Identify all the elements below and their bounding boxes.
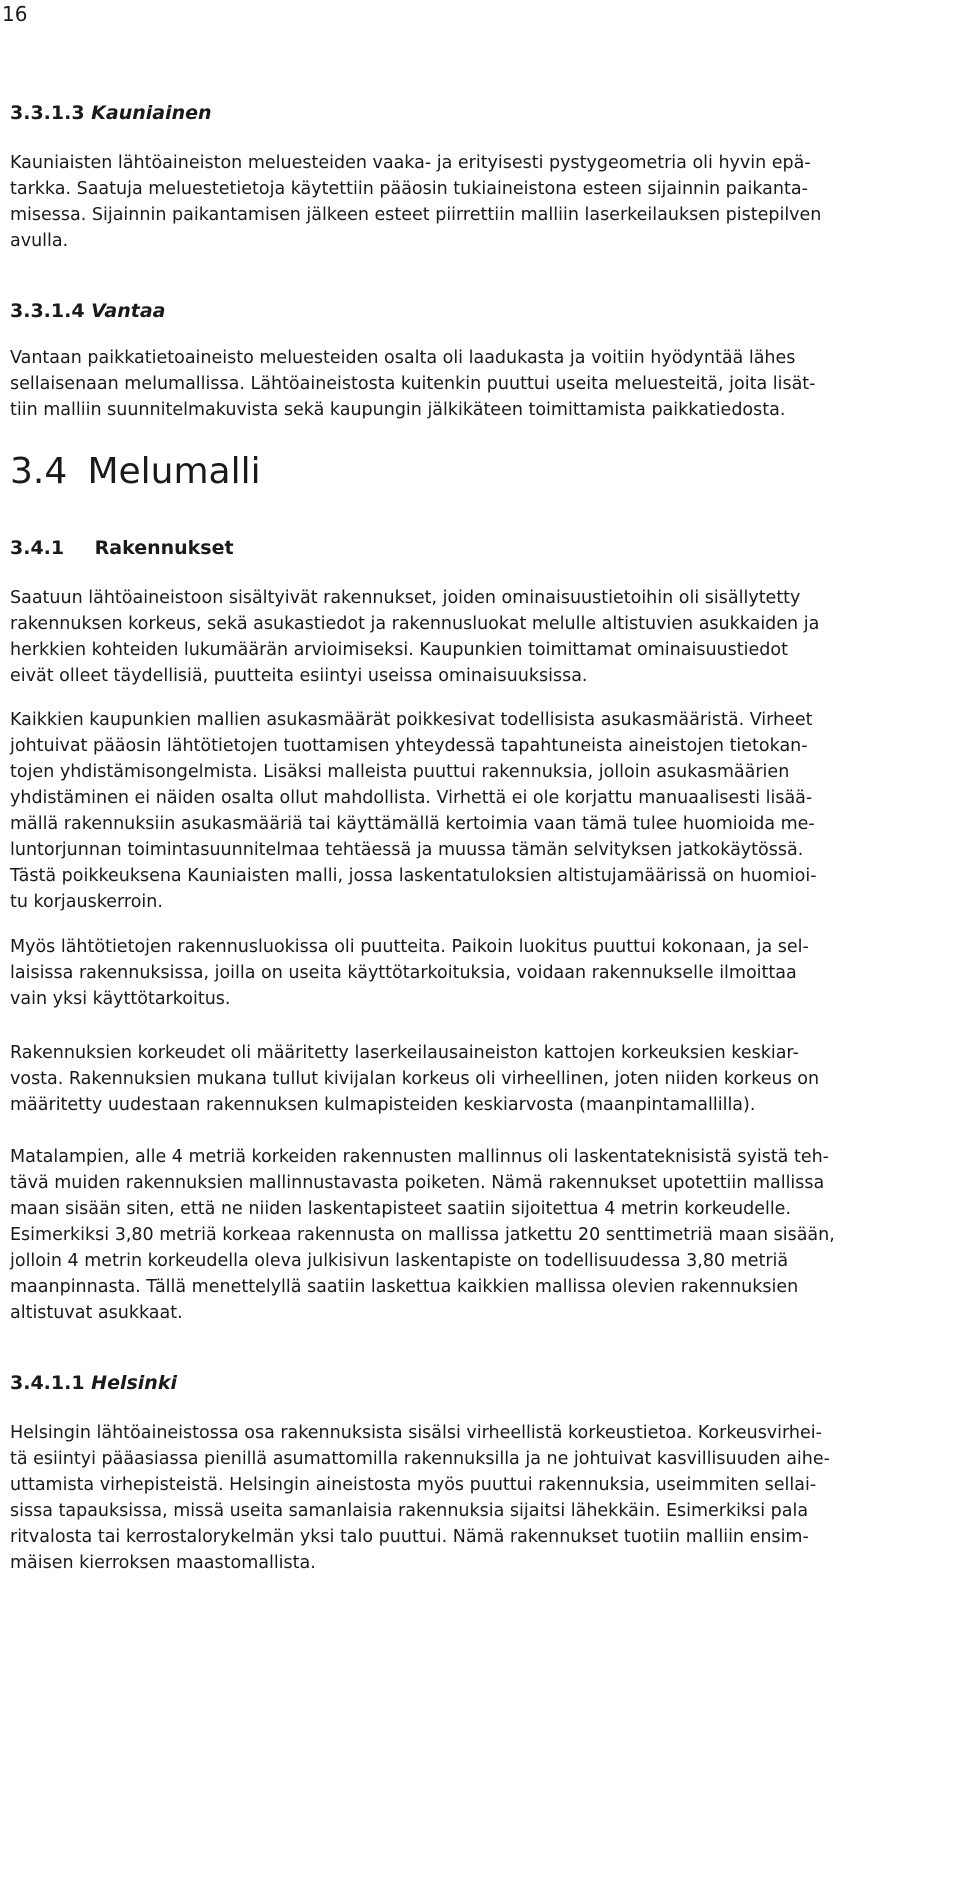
text-line: sellaisenaan melumallissa. Lähtöaineistosta kuitenkin puuttui useita meluesteitä, joita lisät- [10,374,816,394]
text-line: johtuivat pääosin lähtötietojen tuottamisen yhteydessä tapahtuneista aineistojen tietokan- [10,736,808,756]
text-line: tarkka. Saatuja meluestetietoja käytettiin pääosin tukiaineistona esteen sijainnin paikanta- [10,179,808,199]
heading-title: Helsinki [91,1372,177,1394]
text-line: Esimerkiksi 3,80 metriä korkeaa rakennusta on mallissa jatkettu 20 senttimetriä maan sisään, [10,1225,835,1245]
text-line: tojen yhdistämisongelmista. Lisäksi malleista puuttui rakennuksia, jolloin asukasmäärien [10,762,790,782]
text-line: misessa. Sijainnin paikantamisen jälkeen esteet piirrettiin malliin laserkeilauksen pistepilven [10,205,822,225]
text-line: vain yksi käyttötarkoitus. [10,989,231,1009]
text-line: Matalampien, alle 4 metriä korkeiden rakennusten mallinnus oli laskentateknisistä syistä teh- [10,1147,829,1167]
heading-title: Melumalli [87,451,261,492]
text-line: mällä rakennuksiin asukasmääriä tai käyttämällä kertoimia vaan tämä tulee huomioida me- [10,814,815,834]
text-line: eivät olleet täydellisiä, puutteita esiintyi useissa ominaisuuksissa. [10,666,588,686]
paragraph-rakennukset-4 [10,1040,954,1118]
heading-vantaa [10,298,954,324]
text-line: Tästä poikkeuksena Kauniaisten malli, jossa laskentatuloksien altistujamäärissä on huomioi- [10,866,817,886]
text-line: laisissa rakennuksissa, joilla on useita käyttötarkoituksia, voidaan rakennukselle ilmoittaa [10,963,797,983]
paragraph-rakennukset-3 [10,934,954,1012]
text-line: uttamista virhepisteistä. Helsingin aineistosta myös puuttui rakennuksia, useimmiten sellai- [10,1475,817,1495]
text-line: jolloin 4 metrin korkeudella oleva julkisivun laskentapiste on todellisuudessa 3,80 metriä [10,1251,789,1271]
text-line: luntorjunnan toimintasuunnitelmaa tehtäessä ja muussa tämän selvityksen jatkokäytössä. [10,840,804,860]
page-number: 16 [2,2,28,26]
text-line: vosta. Rakennuksien mukana tullut kivijalan korkeus oli virheellinen, joten niiden korkeus on [10,1069,820,1089]
heading-kauniainen [10,100,954,126]
paragraph-rakennukset-2 [10,707,954,915]
text-line: Rakennuksien korkeudet oli määritetty laserkeilausaineiston kattojen korkeuksien keskiar- [10,1043,799,1063]
paragraph-rakennukset-5 [10,1144,954,1326]
text-line: tiin malliin suunnitelmakuvista sekä kaupungin jälkikäteen toimittamista paikkatiedosta. [10,400,786,420]
paragraph-helsinki [10,1420,954,1576]
text-line: Helsingin lähtöaineistossa osa rakennuksista sisälsi virheellistä korkeustietoa. Korkeusvirhei- [10,1423,822,1443]
heading-title: Vantaa [91,300,166,322]
heading-title: Kauniainen [91,102,212,124]
text-line: avulla. [10,231,69,251]
text-line: määritetty uudestaan rakennuksen kulmapisteiden keskiarvosta (maanpintamallilla). [10,1095,756,1115]
text-line: Myös lähtötietojen rakennusluokissa oli puutteita. Paikoin luokitus puuttui kokonaan, ja sel- [10,937,809,957]
text-line: altistuvat asukkaat. [10,1303,183,1323]
paragraph-vantaa [10,345,954,423]
text-line: ritvalosta tai kerrostalorykelmän yksi talo puuttui. Nämä rakennukset tuotiin malliin ensim- [10,1527,809,1547]
text-line: yhdistäminen ei näiden osalta ollut mahdollista. Virhettä ei ole korjattu manuaalisesti lisää- [10,788,813,808]
text-line: Saatuun lähtöaineistoon sisältyivät rakennukset, joiden ominaisuustietoihin oli sisällytetty [10,588,801,608]
heading-helsinki [10,1370,954,1396]
heading-number: 3.3.1.4 [10,300,85,322]
heading-number: 3.3.1.3 [10,102,85,124]
text-line: mäisen kierroksen maastomallista. [10,1553,316,1573]
text-line: maanpinnasta. Tällä menettelyllä saatiin laskettua kaikkien mallissa olevien rakennuksien [10,1277,799,1297]
heading-melumalli [10,450,954,494]
heading-number: 3.4 [10,451,68,492]
heading-rakennukset [10,535,954,561]
text-line: maan sisään siten, että ne niiden laskentapisteet saatiin sijoitettua 4 metrin korkeudelle. [10,1199,792,1219]
paragraph-rakennukset-1 [10,585,954,689]
text-line: Vantaan paikkatietoaineisto meluesteiden osalta oli laadukasta ja voitiin hyödyntää lähes [10,348,796,368]
text-line: rakennuksen korkeus, sekä asukastiedot ja rakennusluokat melulle altistuvien asukkaiden ja [10,614,820,634]
text-line: tä esiintyi pääasiassa pienillä asumattomilla rakennuksilla ja ne johtuivat kasvillisuuden aihe- [10,1449,830,1469]
text-line: tävä muiden rakennuksien mallinnustavasta poiketen. Nämä rakennukset upotettiin mallissa [10,1173,825,1193]
text-line: herkkien kohteiden lukumäärän arvioimiseksi. Kaupunkien toimittamat ominaisuustiedot [10,640,788,660]
heading-title: Rakennukset [94,537,234,559]
text-line: tu korjauskerroin. [10,892,163,912]
text-line: Kaikkien kaupunkien mallien asukasmäärät poikkesivat todellisista asukasmääristä. Virheet [10,710,813,730]
heading-number: 3.4.1 [10,537,65,559]
paragraph-kauniainen [10,150,954,254]
text-line: Kauniaisten lähtöaineiston meluesteiden vaaka- ja erityisesti pystygeometria oli hyvin epä- [10,153,811,173]
text-line: sissa tapauksissa, missä useita samanlaisia rakennuksia sijaitsi lähekkäin. Esimerkiksi pala [10,1501,809,1521]
heading-number: 3.4.1.1 [10,1372,85,1394]
